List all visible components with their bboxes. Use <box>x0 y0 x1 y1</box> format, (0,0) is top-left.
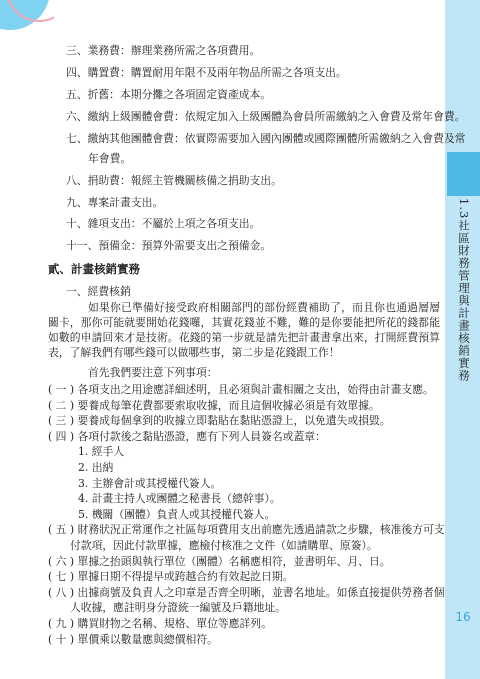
notice-lead: 首先我們要注意下列事項： <box>88 366 218 379</box>
list-item-continuation: 年會費。 <box>88 152 132 165</box>
signer-item: 1. 經手人 <box>78 445 125 459</box>
corner-decoration <box>0 0 54 34</box>
notice-item-continuation: 人收據，應註明身分證統一編號及戶籍地址。 <box>70 601 286 615</box>
section-heading: 貳、計畫核銷實務 <box>48 262 140 276</box>
signer-item: 2. 出納 <box>78 461 114 474</box>
notice-item-continuation: 付款項，因此付款單據，應檢付核准之文件（如請購單、原簽）。 <box>70 539 378 552</box>
notice-item: ( 四 ) 各項付款後之黏貼憑證，應有下列人員簽名或蓋章： <box>48 429 326 443</box>
notice-item: ( 二 ) 要養成每筆花費都要索取收據，而且這個收據必須是有效單據。 <box>48 398 380 412</box>
list-item: 十一、預備金：預算外需要支出之預備金。 <box>66 239 272 252</box>
list-item: 五、折舊：本期分攤之各項固定資產成本。 <box>66 88 272 101</box>
notice-item: ( 三 ) 要養成每個拿到的收據立即黏貼在黏貼憑證上，以免遺失或損毀。 <box>48 414 391 428</box>
page-number: 16 <box>455 610 471 624</box>
chapter-title-vertical: 1.3社區財務管理與計畫核銷實務 <box>457 198 471 382</box>
sub-heading: 一、經費核銷 <box>66 285 131 298</box>
list-item: 七、繳納其他團體會費：依實際需要加入國內團體或國際團體所需繳納之入會費及常 <box>66 132 466 145</box>
list-item: 八、捐助費：報經主管機關核備之捐助支出。 <box>66 174 282 187</box>
signer-item: 4. 計畫主持人或團體之秘書長（總幹事）。 <box>78 492 281 506</box>
notice-item: ( 一 ) 各項支出之用途應詳細述明，且必須與計畫相關之支出，始得由計畫支應。 <box>48 383 434 396</box>
notice-item: ( 五 ) 財務狀況正常運作之社區每項費用支出前應先透過請款之步驟，核准後方可支 <box>48 523 445 537</box>
notice-item: ( 九 ) 購買財物之名稱、規格、單位等應詳列。 <box>48 617 272 630</box>
notice-item: ( 六 ) 單據之抬頭與執行單位（團體）名稱應相符，並書明年、月、日。 <box>48 554 391 568</box>
list-item: 六、繳納上級團體會費：依規定加入上級團體為會員所需繳納之入會費及常年會費。 <box>66 110 466 123</box>
signer-item: 3. 主辦會計或其授權代簽人。 <box>78 476 222 490</box>
signer-item: 5. 機關（團體）負責人或其授權代簽人。 <box>78 507 276 521</box>
notice-item: ( 八 ) 出據商號及負責人之印章是否齊全明晰，並書名地址。如係直接提供勞務者個 <box>48 585 445 599</box>
intro-paragraph: 如果你已準備好接受政府相關部門的部份經費補助了，而且你也通過層層關卡，那你可能就要開始花錢囉，其實花錢並不難，難的是你要能把所花的錢都能如數的申請回來才是技術。花錢的第一步就是請先把計畫書拿出來，打開經費預算表，了解我們有哪些錢可以做哪些事，第二步是花錢跟工作！ <box>48 301 440 359</box>
list-item: 三、業務費：辦理業務所需之各項費用。 <box>66 44 261 57</box>
list-item: 十、雜項支出：不屬於上項之各項支出。 <box>66 217 261 230</box>
list-item: 九、專案計畫支出。 <box>66 196 164 209</box>
notice-item: ( 七 ) 單據日期不得提早或跨越合約有效起訖日期。 <box>48 570 294 584</box>
list-item: 四、購置費：購置耐用年限不及兩年物品所需之各項支出。 <box>66 66 347 79</box>
side-tab-marker <box>447 152 480 196</box>
notice-item: ( 十 ) 單價乘以數量應與總價相符。 <box>48 632 218 646</box>
